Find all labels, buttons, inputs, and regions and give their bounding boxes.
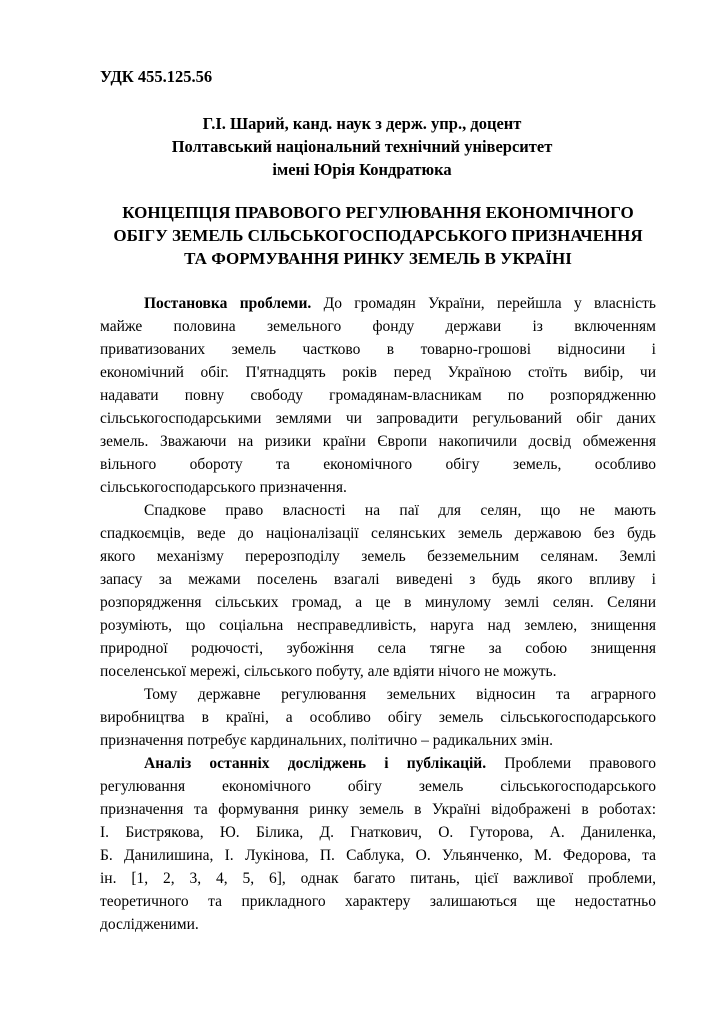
paragraph-line: поселенської мережі, сільського побуту, але вдіяти нічого не можуть.	[100, 663, 557, 680]
udc-number: УДК 455.125.56	[100, 67, 213, 86]
paragraph-line: надавати повну свободу громадянам-власникам по розпорядженню	[100, 387, 656, 404]
paragraph-line: економічний обіг. П'ятнадцять років перед Україною стоїть вибір, чи	[100, 364, 656, 381]
paragraph-line: ін. [1, 2, 3, 4, 5, 6], однак багато питань, цієї важливої проблеми,	[100, 870, 656, 887]
paragraph-line: сільськогосподарськими землями чи запровадити регульований обіг даних	[100, 410, 656, 427]
paragraph-line: Тому державне регулювання земельних відносин та аграрного	[144, 686, 656, 703]
paragraph-line: розуміють, що соціальна несправедливість, наруга над землею, знищення	[100, 617, 656, 634]
affiliation-line: Полтавський національний технічний університет	[171, 137, 553, 156]
paragraph-line: майже половина земельного фонду держави із включенням	[100, 318, 656, 335]
title-line: ТА ФОРМУВАННЯ РИНКУ ЗЕМЕЛЬ В УКРАЇНІ	[184, 249, 572, 268]
paragraph-line: сільськогосподарського призначення.	[100, 479, 347, 496]
paragraph-line: дослідженими.	[100, 916, 199, 933]
paragraph-line: призначення та формування ринку земель в Україні відображені в роботах:	[100, 801, 656, 818]
paragraph-line: теоретичного та прикладного характеру залишаються ще недостатньо	[100, 893, 656, 910]
paragraph-line: розпорядження сільських громад, а це в минулому землі селян. Селяни	[100, 594, 656, 611]
affiliation-line-2: імені Юрія Кондратюка	[272, 160, 452, 179]
paragraph-line: І. Бистрякова, Ю. Білика, Д. Гнаткович, О. Гуторова, А. Даниленка,	[100, 824, 656, 841]
paragraph-line: спадкоємців, веде до націоналізації селянських земель державою без будь	[100, 525, 656, 542]
article-body	[100, 292, 656, 936]
paragraph-line: вільного обороту та економічного обігу земель, особливо	[100, 456, 656, 473]
paragraph-line: Постановка проблеми. До громадян України, перейшла у власність	[144, 295, 656, 312]
author-line: Г.І. Шарий, канд. наук з держ. упр., доцент	[202, 114, 522, 133]
paragraph-line: Аналіз останніх досліджень і публікацій. Проблеми правового	[144, 755, 656, 772]
paragraph-line: регулювання економічного обігу земель сільськогосподарського	[100, 778, 656, 795]
author-block	[84, 112, 640, 181]
paragraph-line: природної родючості, зубожіння села тягне за собою знищення	[100, 640, 656, 657]
paragraph-line: призначення потребує кардинальних, політично – радикальних змін.	[100, 732, 554, 749]
article-title	[100, 201, 656, 270]
paragraph-line: приватизованих земель частково в товарно-грошові відносини і	[100, 341, 656, 358]
paragraph-line: Спадкове право власності на паї для селян, що не мають	[144, 502, 656, 519]
paragraph-line: якого механізму перерозподілу земель безземельним селянам. Землі	[100, 548, 656, 565]
title-line: КОНЦЕПЦІЯ ПРАВОВОГО РЕГУЛЮВАННЯ ЕКОНОМІЧНОГО	[122, 203, 634, 222]
paragraph-line: Б. Данилишина, І. Лукінова, П. Саблука, О. Ульянченко, М. Федорова, та	[100, 847, 656, 864]
paragraph-line: виробництва в країні, а особливо обігу земель сільськогосподарського	[100, 709, 656, 726]
paragraph-line: запасу за межами поселень взагалі виведені з будь якого впливу і	[100, 571, 656, 588]
paragraph-line: земель. Зважаючи на ризики країни Європи накопичили досвід обмеження	[100, 433, 656, 450]
page-content	[100, 0, 656, 936]
title-line: ОБІГУ ЗЕМЕЛЬ СІЛЬСЬКОГОСПОДАРСЬКОГО ПРИЗНАЧЕННЯ	[113, 226, 643, 245]
